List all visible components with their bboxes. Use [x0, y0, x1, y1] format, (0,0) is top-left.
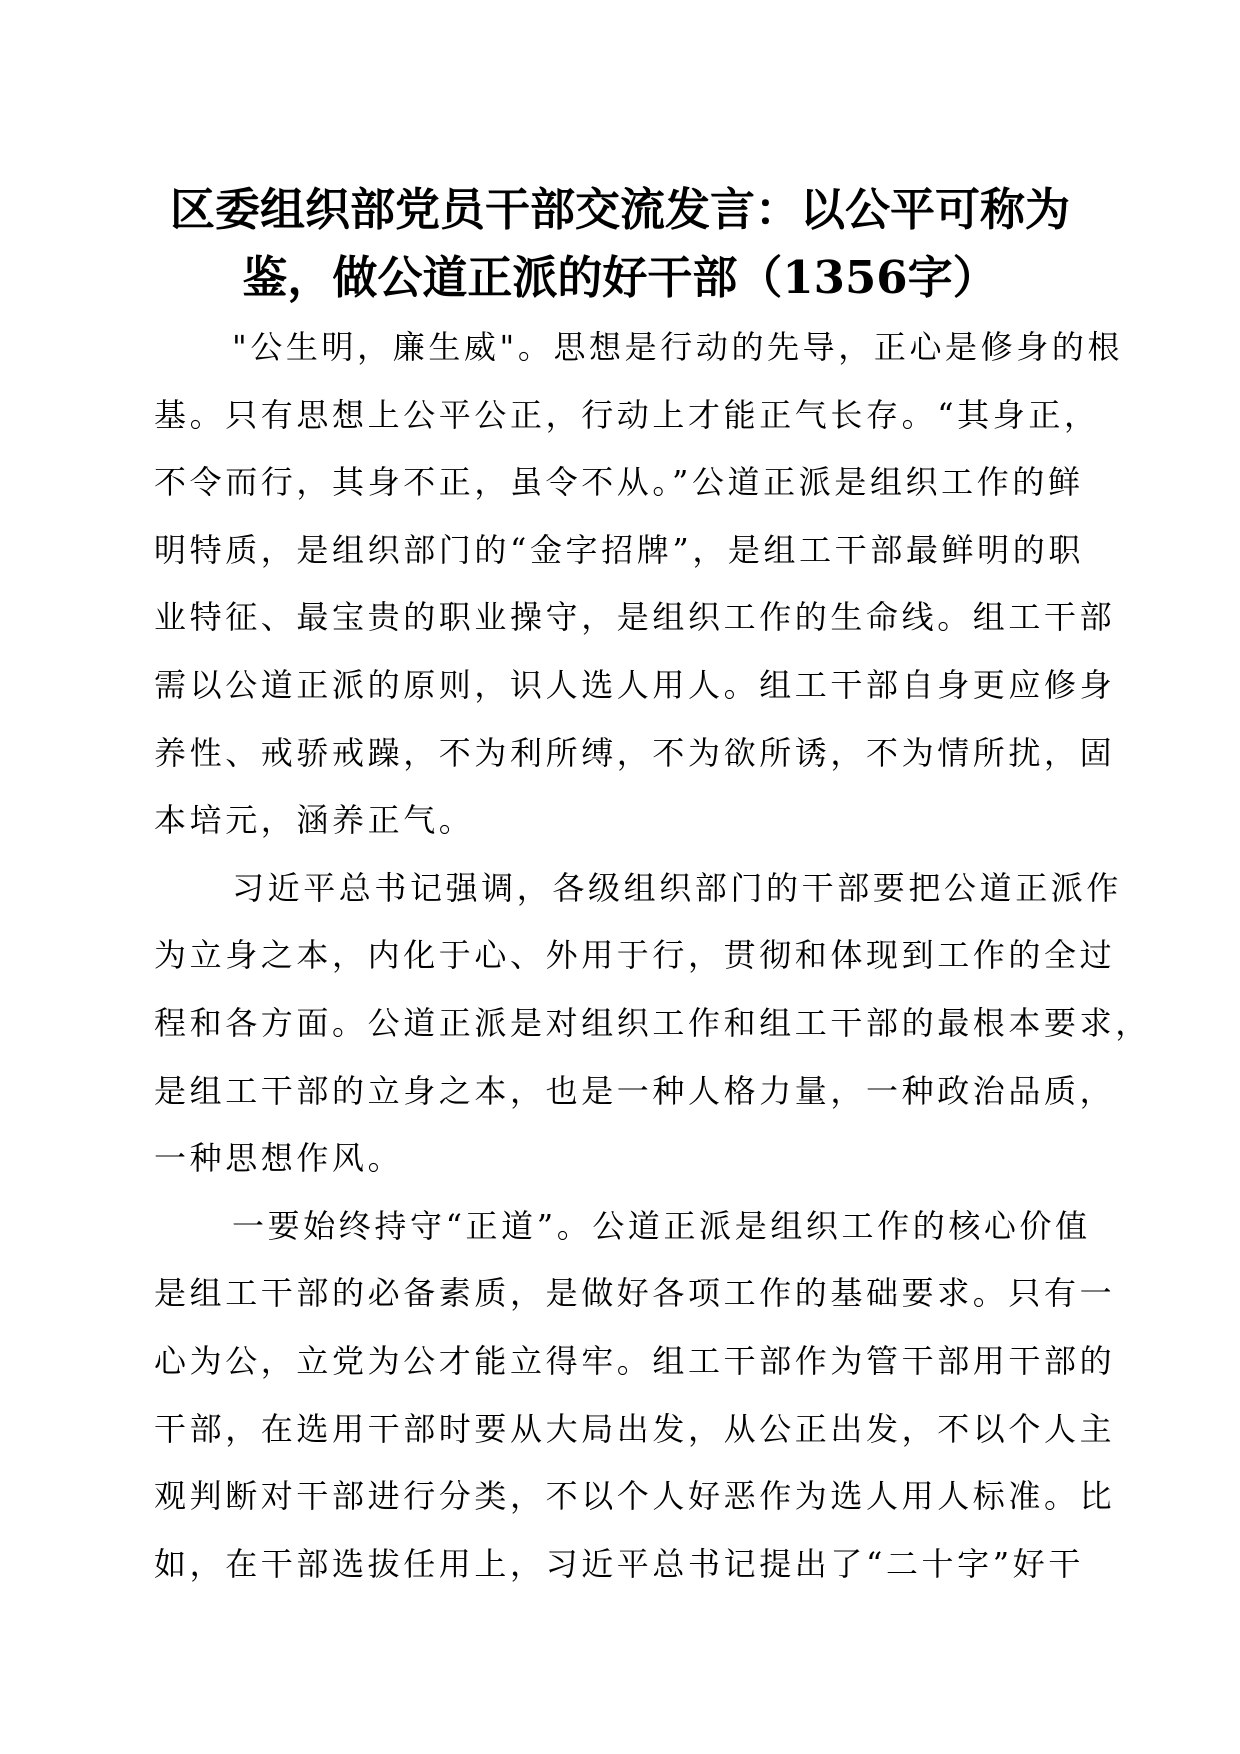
title-line-1: 区委组织部党员干部交流发言：以公平可称为	[169, 183, 1070, 236]
paragraph-3-line-2: 是组工干部的必备素质，是做好各项工作的基础要求。只有一	[154, 1274, 1116, 1313]
paragraph-2-line-2: 为立身之本，内化于心、外用于行，贯彻和体现到工作的全过	[154, 936, 1116, 975]
paragraph-1-line-7: 养性、戒骄戒躁，不为利所缚，不为欲所诱，不为情所扰，固	[154, 733, 1116, 772]
paragraph-3-line-4: 干部，在选用干部时要从大局出发，从公正出发，不以个人主	[154, 1409, 1116, 1448]
paragraph-1-line-8: 本培元，涵养正气。	[154, 801, 475, 840]
document-title	[150, 176, 1090, 312]
title-line-2: 鉴，做公道正派的好干部（1356字）	[242, 251, 998, 304]
document-body	[154, 314, 1151, 1598]
paragraph-1-line-2: 基。只有思想上公平公正，行动上才能正气长存。“其身正，	[154, 395, 1100, 434]
paragraph-1-line-5: 业特征、最宝贵的职业操守，是组织工作的生命线。组工干部	[154, 598, 1116, 637]
paragraph-2-line-5: 一种思想作风。	[154, 1139, 404, 1178]
paragraph-2-line-1: 习近平总书记强调，各级组织部门的干部要把公道正派作	[232, 868, 1123, 907]
paragraph-1-line-3: 不令而行，其身不正，虽令不从。”公道正派是组织工作的鲜	[154, 463, 1084, 502]
paragraph-3-line-1: 一要始终持守“正道”。公道正派是组织工作的核心价值	[232, 1206, 1091, 1245]
paragraph-2-line-4: 是组工干部的立身之本，也是一种人格力量，一种政治品质，	[154, 1071, 1116, 1110]
paragraph-3-line-3: 心为公，立党为公才能立得牢。组工干部作为管干部用干部的	[154, 1341, 1116, 1380]
paragraph-1-line-4: 明特质，是组织部门的“金字招牌”，是组工干部最鲜明的职	[154, 530, 1084, 569]
paragraph-3-line-5: 观判断对干部进行分类，不以个人好恶作为选人用人标准。比	[154, 1477, 1116, 1516]
paragraph-1-line-6: 需以公道正派的原则，识人选人用人。组工干部自身更应修身	[154, 665, 1116, 704]
paragraph-1-line-1: "公生明，廉生威"。思想是行动的先导，正心是修身的根	[232, 328, 1124, 366]
paragraph-2-line-3: 程和各方面。公道正派是对组织工作和组工干部的最根本要求，	[154, 1003, 1151, 1042]
paragraph-3-line-6: 如，在干部选拔任用上，习近平总书记提出了“二十字”好干	[154, 1544, 1084, 1583]
